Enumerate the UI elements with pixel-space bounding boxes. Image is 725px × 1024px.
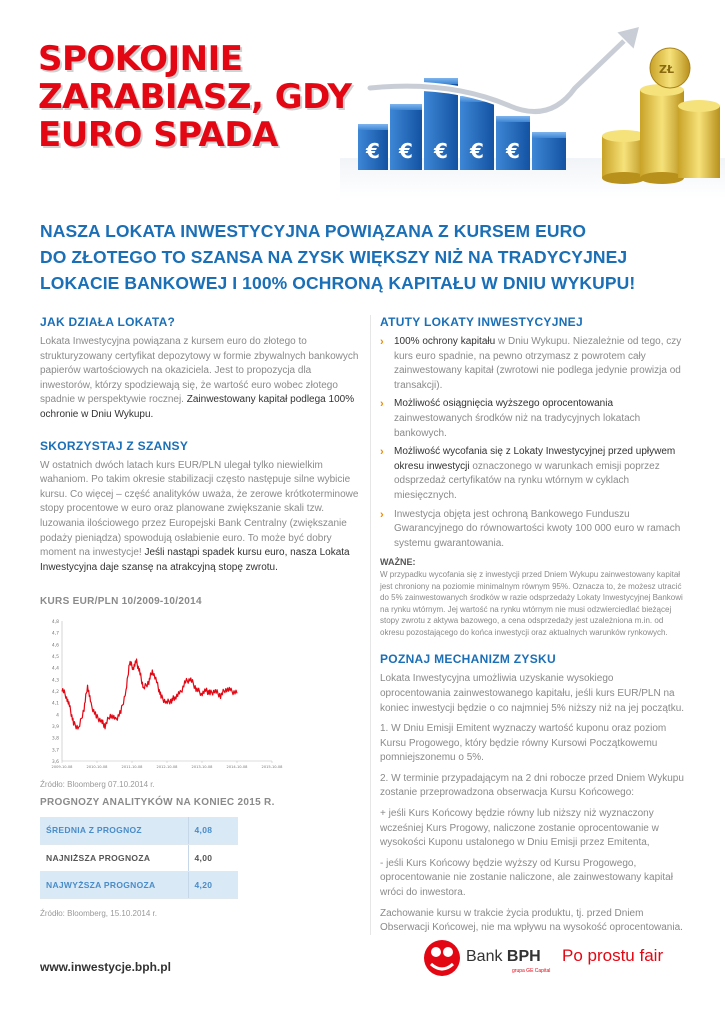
y-tick-label: 4,7 (51, 631, 59, 637)
prognoza-label: ŚREDNIA Z PROGNOZ (40, 817, 188, 844)
mechanizm-title: POZNAJ MECHANIZM ZYSKU (380, 652, 556, 667)
euro-icon: € (434, 139, 448, 163)
bank-name: Bank BPH (466, 948, 541, 965)
table-row (40, 844, 238, 871)
list-item: › Inwestycja objęta jest ochroną Bankowego Funduszu Gwarancyjnego do równowartości kwoty 100 000 euro w ramach systemu gwarantowania. (380, 508, 681, 549)
mechanizm-p1: Lokata Inwestycyjna umożliwia uzyskanie wysokiego oprocentowania zainwestowanego kapitału, jeśli kurs EUR/PLN na koniec inwestycji będzie o co najmniej 5% niższy niż na jej początku. (380, 673, 685, 714)
brand-block (422, 938, 692, 978)
jak-text (40, 335, 360, 423)
y-tick-label: 3,6 (51, 760, 59, 765)
chevron-right-icon: › (380, 398, 384, 411)
list-item: › Możliwość wycofania się z Lokaty Inwestycyjnej przed upływem okresu inwestycji oznaczonego w warunkach emisji poprzez odsprzedaż certyfikatów na rynku wtórnym w cyklach miesięcznych. (380, 446, 676, 501)
website-link[interactable]: www.inwestycje.bph.pl (40, 960, 171, 974)
intro-line-1: NASZA LOKATA INWESTYCYJNA POWIĄZANA Z KURSEM EURO (40, 221, 587, 241)
x-tick-label: 2009-10-08 (51, 765, 73, 769)
right-column (380, 315, 685, 936)
headline (38, 40, 358, 154)
prognoza-label: NAJWYŻSZA PROGNOZA (40, 871, 188, 898)
prognozy-table (40, 817, 238, 899)
y-tick-label: 3,8 (51, 736, 59, 742)
prognoza-value: 4,08 (188, 817, 238, 844)
coin-label: ZŁ (659, 63, 675, 76)
x-tick-label: 2010-10-08 (86, 765, 108, 769)
y-tick-label: 4,4 (51, 666, 59, 672)
chart-section (40, 596, 283, 789)
szansa-text-body: W ostatnich dwóch latach kurs EUR/PLN ulegał tylko niewielkim wahaniom. Po takim okresie stabilizacji często następuje silne wybicie kursu. Co więcej – część analityków uważa, że zerowe krótkoterminowe stopy procentowe w euro oraz planowane zwiększanie skali tzw. luzowania ilościowego przez Europejski Bank Centralny (zwiększanie podaży pieniądza) spowodują osłabienie euro. To może być dobry moment na inwestycje! (40, 459, 359, 559)
intro-line-2: DO ZŁOTEGO TO SZANSA NA ZYSK WIĘKSZY NIŻ NA TRADYCYJNEJ (40, 247, 628, 267)
x-tick-label: 2013-10-08 (191, 765, 213, 769)
mechanizm-p2: 1. W Dniu Emisji Emitent wyznaczy wartość kuponu oraz poziom Kursu Progowego, który będzie równy Kursowi Początkowemu pomniejszonemu o 5%. (380, 723, 667, 764)
intro (40, 218, 690, 296)
column-divider (370, 315, 371, 935)
y-tick-label: 4,3 (51, 678, 59, 684)
hero-illustration (340, 18, 725, 198)
y-tick-label: 4,5 (51, 655, 59, 660)
y-tick-label: 4,2 (51, 690, 59, 695)
x-tick-label: 2014-10-08 (226, 765, 248, 769)
prognozy-title: PROGNOZY ANALITYKÓW NA KONIEC 2015 R. (40, 797, 275, 808)
coin-stacks (602, 48, 720, 184)
euro-icon: € (366, 139, 380, 163)
x-tick-label: 2012-10-08 (156, 765, 178, 769)
euro-icon: € (399, 139, 413, 163)
chart-title: KURS EUR/PLN 10/2009-10/2014 (40, 596, 202, 607)
prognozy-source: Źródło: Bloomberg, 15.10.2014 r. (40, 909, 157, 918)
euro-icon: € (470, 139, 484, 163)
x-tick-label: 2015-10-08 (261, 765, 283, 769)
intro-line-3: LOKACIE BANKOWEJ I 100% OCHRONĄ KAPITAŁU W DNIU WYKUPU! (40, 273, 636, 293)
mechanizm-p6: Zachowanie kursu w trakcie życia produktu, tj. przed Dniem Obserwacji Końcowej, nie ma wpływu na wysokość oprocentowania. (380, 907, 683, 934)
chart-source: Źródło: Bloomberg 07.10.2014 r. (40, 780, 155, 789)
prognoza-value: 4,20 (188, 871, 238, 898)
headline-line-2: ZARABIASZ, GDY (38, 77, 352, 117)
prognoza-label: NAJNIŻSZA PROGNOZA (40, 844, 188, 871)
atuty-list (380, 335, 685, 551)
chevron-right-icon: › (380, 446, 384, 459)
headline-line-3: EURO SPADA (38, 115, 278, 155)
chevron-right-icon: › (380, 508, 384, 521)
jak-title: JAK DZIAŁA LOKATA? (40, 315, 176, 329)
bank-subtitle: grupa GE Capital (512, 968, 551, 974)
headline-line-1: SPOKOJNIE (38, 39, 243, 79)
arrow-up-icon (370, 26, 640, 112)
mechanizm-p5: - jeśli Kurs Końcowy będzie wyższy od Kursu Progowego, oprocentowanie nie zostanie naliczone, ale zainwestowany kapitał wróci do inwestora. (380, 857, 673, 899)
left-column (40, 315, 360, 575)
list-item: › Możliwość osiągnięcia wyższego oprocentowania zainwestowanych środków niż na tradycyjnych lokatach bankowych. (380, 398, 641, 439)
table-row (40, 871, 238, 898)
wazne-text: W przypadku wycofania się z inwestycji przed Dniem Wykupu zainwestowany kapitał jest chroniony na poziomie minimalnym równym 95%. Oznacza to, że możesz utracić do 5% zainwestowanych środków w razie odsprzedaży Lokaty Inwestycyjnej Bankowi na rynku wtórnym. Jej wartość na rynku wtórnym nie musi odzwierciedlać bieżącej stopy zwrotu z aktywa bazowego, a cena odsprzedaży jest uzależniona m.in. od okresu pozostającego do końca inwestycji oraz aktualnych warunków rynkowych. (380, 570, 683, 637)
szansa-title: SKORZYSTAJ Z SZANSY (40, 438, 189, 453)
x-tick-label: 2011-10-08 (121, 765, 143, 769)
mechanizm-p4: + jeśli Kurs Końcowy będzie równy lub niższy niż wyznaczony wcześniej Kurs Progowy, naliczone zostanie oprocentowanie w wysokości Kuponu ustalonego w Dniu Emisji przez Emitenta, (380, 808, 659, 849)
wazne-title: WAŻNE: (380, 557, 416, 568)
chevron-right-icon: › (380, 336, 384, 348)
list-item: › 100% ochrony kapitału w Dniu Wykupu. Niezależnie od tego, czy kurs euro spadnie, na pewno otrzymasz z powrotem cały zainwestowany kapitał (zwrotowi nie podlega jedynie prowizja od transakcji). (380, 336, 682, 391)
y-tick-label: 3,7 (51, 748, 59, 754)
prognoza-value: 4,00 (188, 844, 238, 871)
mechanizm-p3: 2. W terminie przypadającym na 2 dni robocze przed Dniem Wykupu zostanie przeprowadzona obserwacja Kursu Końcowego: (380, 772, 684, 799)
atuty-title: ATUTY LOKATY INWESTYCYJNEJ (380, 315, 583, 329)
y-tick-label: 4,1 (51, 701, 59, 707)
szansa-text-highlight: Jeśli nastąpi spadek kursu euro, nasza Lokata Inwestycyjna daje szansę na atrakcyjną stopę zwrotu. (40, 547, 350, 573)
bank-logo-icon (422, 938, 462, 978)
szansa-text (40, 459, 360, 576)
y-tick-label: 3,9 (51, 725, 59, 730)
y-tick-label: 4,8 (51, 620, 59, 625)
y-tick-label: 4 (56, 713, 59, 719)
y-tick-label: 4,6 (51, 643, 59, 649)
series-line-eurpln (62, 659, 237, 729)
jak-text-highlight: Zainwestowany kapitał podlega 100% ochronie w Dniu Wykupu. (40, 394, 355, 420)
euro-icon: € (506, 139, 520, 163)
slogan: Po prostu fair (562, 946, 664, 965)
eurpln-chart (40, 613, 283, 773)
table-row (40, 817, 238, 844)
jak-text-body: Lokata Inwestycyjna powiązana z kursem euro do złotego to strukturyzowany certyfikat depozytowy w formie zbywalnych bankowych papierów wartościowych na okaziciela. Jest to propozycja dla inwestorów, którzy spodziewają się, że wartość euro wobec złotego spadnie w perspektywie rocznej. (40, 336, 359, 406)
